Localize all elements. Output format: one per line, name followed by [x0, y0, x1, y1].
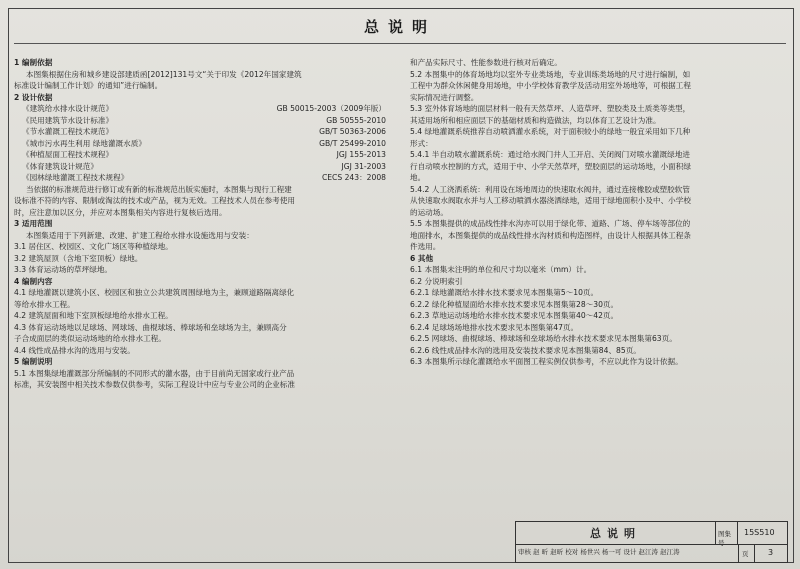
standard-row — [14, 103, 386, 115]
body-line: 其适用场所和相应面层下的基础材质和构造做法，均以体育工艺设计为准。 — [410, 115, 661, 125]
standard-row — [14, 115, 386, 127]
body-line: 6.2.5 网球场、曲棍球场、棒球场和垒球场给水排水技术要求见本图集第63页。 — [410, 334, 677, 343]
standard-code: GB 50555-2010 — [326, 115, 386, 125]
standard-name: 《建筑给水排水设计规范》 — [22, 104, 114, 113]
body-line: 从快速取水阀取水并与人工移动喷洒水器浇洒绿地，适用于绿地面积小及中、小学校 — [410, 196, 691, 205]
body-line: 本图集根据住房和城乡建设部建质函[2012]131号文“关于印发《2012年国家建筑 — [26, 69, 302, 79]
standard-row — [14, 172, 386, 184]
standard-name: 《体育建筑设计规范》 — [22, 161, 98, 171]
body-line: 标准，其安装图中相关技术参数仅供参考，实际工程设计中应与专业公司的企业标准 — [14, 380, 295, 389]
body-line: 等给水排水工程。 — [14, 299, 75, 309]
body-line: 的运动场。 — [410, 207, 448, 217]
body-line: 6.2.2 绿化种植屋面给水排水技术要求见本图集第28～30页。 — [410, 299, 619, 309]
body-line: 本图集适用于下列新建、改建、扩建工程给水排水设施选用与安装： — [26, 230, 254, 240]
section-heading: 4 编制内容 — [14, 276, 53, 286]
left-column — [14, 57, 386, 391]
body-line: 子合成面层的类似运动场地的给水排水工程。 — [14, 334, 166, 343]
body-line: 和产品实际尺寸、性能参数进行核对后确定。 — [410, 58, 562, 67]
standard-code: GB/T 25499-2010 — [319, 138, 386, 148]
page-label: 页 — [742, 550, 749, 558]
body-line: 6.2 分说明索引 — [410, 276, 463, 286]
body-line: 地面排水，本图集提供的成品线性排水沟材质和构造图样，由设计人根据具体工程条 — [410, 230, 691, 240]
section-heading: 2 设计依据 — [14, 92, 53, 102]
body-line: 3.3 体育运动场的草坪绿地。 — [14, 265, 113, 274]
page-divider — [754, 544, 755, 562]
page-title: 总说明 — [363, 18, 436, 36]
title-rule — [14, 43, 786, 44]
body-line: 4.3 体育运动场地以足球场、网球场、曲棍球场、棒球场和垒球场为主，兼顾高分 — [14, 322, 287, 332]
title-block-divider — [516, 544, 787, 545]
body-line: 5.4.1 半自动喷水灌溉系统：通过给水阀门井人工开启、关闭阀门对喷水灌溉绿地进 — [410, 150, 690, 159]
atlas-label: 图集号 — [718, 530, 731, 547]
section-heading: 3 适用范围 — [14, 219, 53, 228]
standard-code: CECS 243：2008 — [321, 173, 386, 182]
body-line: 4.4 线性成品排水沟的选用与安装。 — [14, 345, 135, 355]
right-column — [410, 57, 782, 368]
body-line: 5.4.2 人工浇洒系统：利用设在场地周边的快速取水阀井，通过连接橡胶或塑胶软管 — [410, 184, 690, 194]
body-line: 设标准不符的内容、限制或淘汰的技术或产品，视为无效。工程技术人员在参考使用 — [14, 196, 295, 205]
standard-code: JGJ 155-2013 — [336, 150, 386, 159]
section-heading: 6 其他 — [410, 253, 434, 263]
standard-code: GB/T 50363-2006 — [319, 127, 386, 136]
atlas-label-cell — [716, 522, 738, 547]
body-line: 5.4 绿地灌溉系统推荐自动喷洒灌水系统，对于面积较小的绿地一般宜采用如下几种 — [410, 127, 691, 136]
body-line: 5.2 本图集中的体育场地均以室外专业类场地，专业训练类场地的尺寸进行编制，如 — [410, 69, 691, 79]
section-heading: 1 编制依据 — [14, 58, 53, 67]
body-line: 时，应注意加以区分，并应对本图集相关内容进行复核后选用。 — [14, 207, 227, 217]
standard-row — [14, 149, 386, 161]
body-line: 6.3 本图集所示绿化灌溉给水平面图工程实例仅供参考，不应以此作为设计依据。 — [410, 357, 683, 366]
body-line: 6.2.3 草地运动场地给水排水技术要求见本图集第40～42页。 — [410, 311, 619, 320]
standard-code: GB 50015-2003（2009年版） — [276, 104, 386, 113]
standard-name: 《民用建筑节水设计标准》 — [22, 115, 114, 125]
body-line: 件选用。 — [410, 242, 441, 251]
body-line: 4.1 绿地灌溉以建筑小区、校园区和独立公共建筑周围绿地为主，兼顾道路隔离绿化 — [14, 288, 295, 297]
section-heading: 5 编制说明 — [14, 357, 53, 366]
title-block-name: 总说明 — [516, 522, 716, 544]
page-divider — [738, 544, 739, 562]
body-line: 5.1 本图集绿地灌溉部分所编制的不同形式的灌水器，由于目前尚无国家或行业产品 — [14, 368, 295, 378]
body-line: 6.2.1 绿地灌溉给水排水技术要求见本图集第5～10页。 — [410, 288, 599, 297]
signature-row: 审核 赵 昕 赵昕 校对 杨世兴 杨一可 设计 赵江涛 赵江涛 — [518, 548, 680, 556]
body-line: 工程中为群众休闲健身用场地，中小学校体育教学及活动用室外场地等，可根据工程 — [410, 81, 691, 90]
body-line: 6.2.4 足球场场地排水技术要求见本图集第47页。 — [410, 322, 579, 332]
body-line: 当依据的标准规范进行修订或有新的标准规范出版实施时，本图集与现行工程建 — [26, 184, 292, 194]
body-line: 6.1 本图集未注明的单位和尺寸均以毫米（mm）计。 — [410, 265, 592, 274]
standard-row — [14, 138, 386, 150]
standard-name: 《园林绿地灌溉工程技术规程》 — [22, 173, 129, 182]
body-line: 4.2 建筑屋面和地下室顶板绿地给水排水工程。 — [14, 311, 173, 320]
body-line: 标准设计编制工作计划》的通知”进行编制。 — [14, 81, 163, 90]
standard-row — [14, 161, 386, 173]
body-line: 实际情况进行调整。 — [410, 92, 479, 102]
standard-name: 《城市污水再生利用 绿地灌溉水质》 — [22, 138, 146, 148]
body-line: 6.2.6 线性成品排水沟的选用及安装技术要求见本图集第84、85页。 — [410, 345, 641, 355]
standard-code: JGJ 31-2003 — [341, 161, 386, 171]
title-block — [515, 521, 788, 563]
body-line: 5.5 本图集提供的成品线性排水沟亦可以用于绿化带、道路、广场、停车场等部位的 — [410, 219, 691, 228]
atlas-number: 15S510 — [744, 528, 775, 537]
body-line: 3.1 居住区、校园区、文化广场区等种植绿地。 — [14, 242, 173, 251]
standard-name: 《节水灌溉工程技术规范》 — [22, 127, 114, 136]
body-line: 地。 — [410, 173, 426, 182]
body-line: 5.3 室外体育场地的面层材料一般有天然草坪、人造草坪、塑胶类及土质类等类型， — [410, 104, 691, 113]
standard-name: 《种植屋面工程技术规程》 — [22, 150, 114, 159]
body-line: 形式： — [410, 138, 433, 148]
standard-row — [14, 126, 386, 138]
body-line: 行自动喷水控制的方式，适用于中、小学天然草坪，塑胶面层的运动场地，小面积绿 — [410, 161, 691, 171]
page-number: 3 — [768, 548, 774, 557]
body-line: 3.2 建筑屋顶（含地下室顶板）绿地。 — [14, 253, 143, 263]
